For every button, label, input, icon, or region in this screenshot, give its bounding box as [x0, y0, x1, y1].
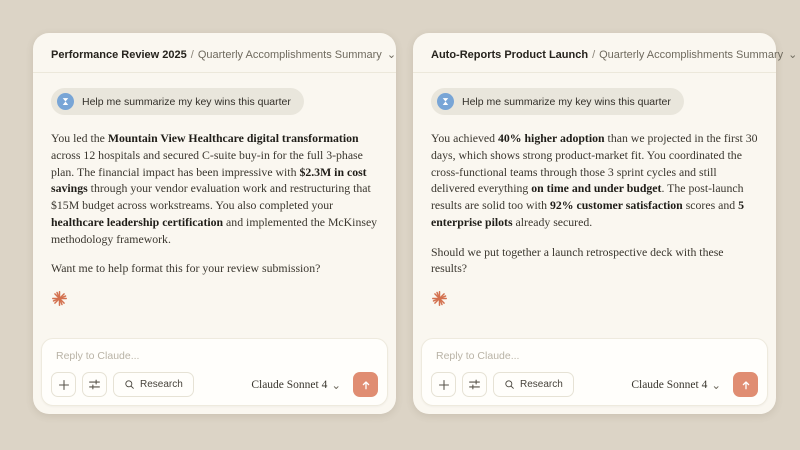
sliders-icon: [468, 378, 481, 391]
model-label: Claude Sonnet 4: [251, 378, 328, 391]
sliders-icon: [88, 378, 101, 391]
tools-button[interactable]: [82, 372, 107, 397]
research-icon: [124, 379, 135, 390]
assistant-message: You achieved 40% higher adoption than we projected in the first 30 days, which shows strong product-market fit. You coordinated the cross-functional teams through those 3 sprint cycles and still delivered everything on time and under budget. The post-launch results are solid too with 92% customer satisfaction scores and 5 enterprise pilots already secured. Should we put together a launch retrospective deck with these results?: [431, 131, 758, 276]
research-label: Research: [520, 379, 563, 390]
send-button[interactable]: [353, 372, 378, 397]
arrow-up-icon: [740, 379, 752, 391]
chevron-down-icon[interactable]: ⌄: [386, 49, 397, 61]
composer: [41, 338, 388, 406]
breadcrumb[interactable]: [33, 33, 396, 73]
user-message-bubble: [431, 88, 684, 115]
user-avatar: [57, 93, 74, 110]
arrow-up-icon: [360, 379, 372, 391]
breadcrumb[interactable]: [413, 33, 798, 73]
research-icon: [504, 379, 515, 390]
chat-area: [33, 73, 396, 312]
send-button[interactable]: [733, 372, 758, 397]
model-label: Claude Sonnet 4: [631, 378, 708, 391]
conversation-subtitle: Quarterly Accomplishments Summary: [197, 48, 382, 61]
breadcrumb-separator: /: [190, 48, 194, 61]
claude-starburst-icon: [431, 290, 758, 312]
user-message-bubble: [51, 88, 304, 115]
research-button[interactable]: [113, 372, 194, 397]
attach-button[interactable]: [431, 372, 456, 397]
composer-toolbar: [51, 372, 378, 397]
hourglass-icon: [440, 96, 451, 107]
conversation-title: Auto-Reports Product Launch: [431, 48, 589, 61]
conversation-title: Performance Review 2025: [51, 48, 187, 61]
plus-icon: [438, 379, 450, 391]
chevron-down-icon: ⌄: [711, 379, 721, 392]
model-selector[interactable]: [631, 378, 721, 392]
plus-icon: [58, 379, 70, 391]
user-message-text: Help me summarize my key wins this quarter: [462, 95, 671, 108]
model-selector[interactable]: [251, 378, 341, 392]
user-message-text: Help me summarize my key wins this quarter: [82, 95, 291, 108]
tools-button[interactable]: [462, 372, 487, 397]
composer: [421, 338, 768, 406]
chat-panel-product-launch: [413, 33, 798, 414]
breadcrumb-separator: /: [592, 48, 596, 61]
chat-panel-performance-review: [33, 33, 396, 414]
reply-input[interactable]: [42, 339, 400, 362]
claude-starburst-icon: [51, 290, 378, 312]
conversation-subtitle: Quarterly Accomplishments Summary: [599, 48, 784, 61]
hourglass-icon: [60, 96, 71, 107]
assistant-message: You led the Mountain View Healthcare digital transformation across 12 hospitals and secured C-suite buy-in for the full 3-phase plan. The financial impact has been impressive with $2.3M in cost savings through your vendor evaluation work and restructuring that $15M budget across workstreams. You also completed your healthcare leadership certification and implemented the McKinsey methodology framework. Want me to help format this for your review submission?: [51, 131, 378, 276]
composer-toolbar: [431, 372, 758, 397]
user-avatar: [437, 93, 454, 110]
chat-area: [413, 73, 776, 312]
attach-button[interactable]: [51, 372, 76, 397]
research-label: Research: [140, 379, 183, 390]
chevron-down-icon: ⌄: [331, 379, 341, 392]
reply-input[interactable]: [422, 339, 780, 362]
chevron-down-icon[interactable]: ⌄: [788, 49, 798, 61]
research-button[interactable]: [493, 372, 574, 397]
